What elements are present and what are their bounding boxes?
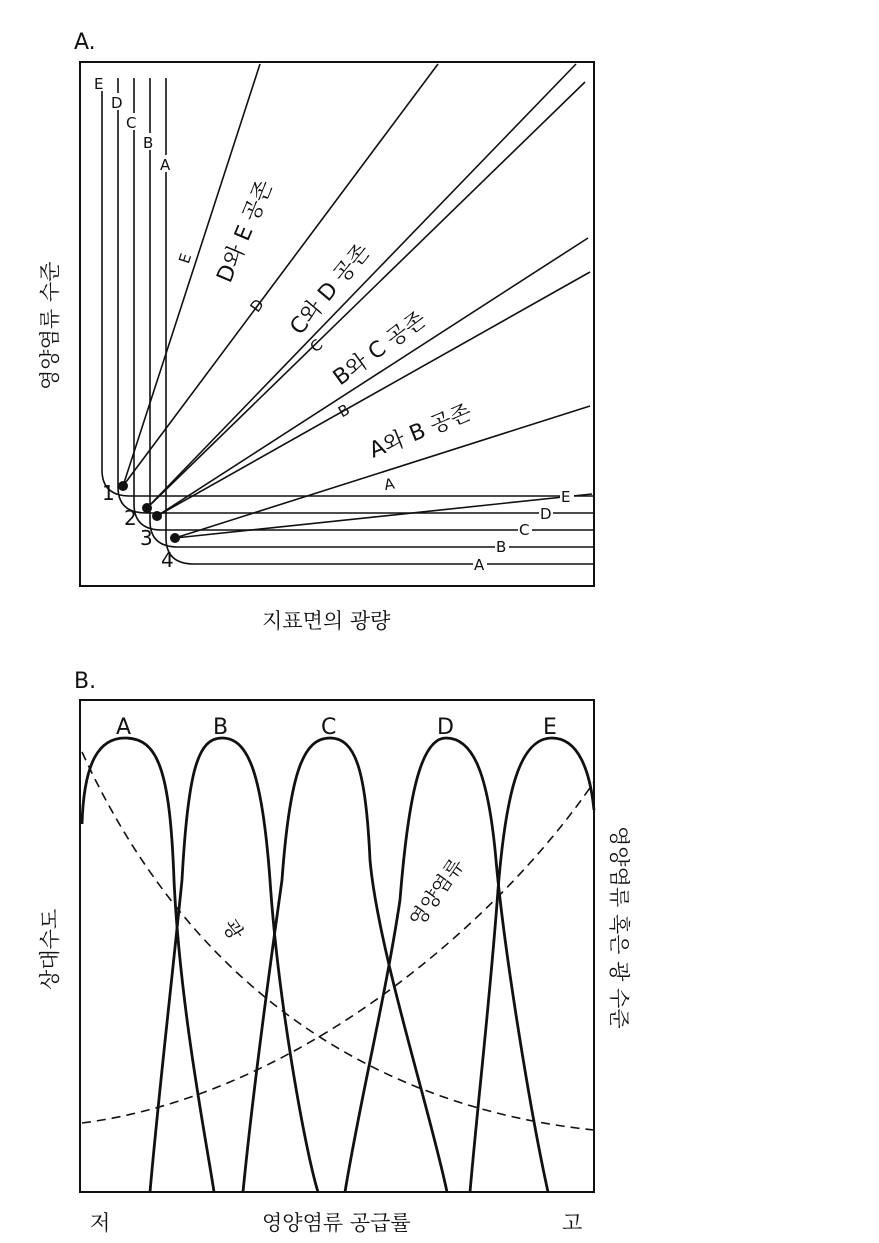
panel-a-xlabel: 지표면의 광량 bbox=[262, 609, 391, 633]
right-label-d: D bbox=[540, 505, 552, 523]
panel-b-x-high: 고 bbox=[562, 1211, 583, 1235]
right-label-b: B bbox=[496, 538, 507, 556]
top-label-a: A bbox=[160, 156, 171, 174]
equilibrium-point-1 bbox=[118, 481, 128, 491]
panel-b-species-labels bbox=[116, 715, 557, 740]
top-label-b: B bbox=[143, 134, 154, 152]
panel-b-xlabel: 영양염류 공급률 bbox=[262, 1211, 411, 1235]
panel-b-ylabel: 상대수도 bbox=[38, 908, 62, 990]
nutrient-curve bbox=[82, 782, 594, 1123]
top-label-c: C bbox=[126, 114, 137, 132]
abundance-curve-b bbox=[150, 738, 318, 1192]
peak-label-c: C bbox=[321, 715, 337, 740]
light-curve bbox=[82, 752, 594, 1130]
equilibrium-point-2 bbox=[142, 503, 152, 513]
abundance-curve-d bbox=[345, 738, 548, 1192]
vector-d-2 bbox=[147, 64, 576, 508]
peak-label-e: E bbox=[543, 715, 557, 740]
panel-b-ylabel-right: 영양염류 혹은 광 수준 bbox=[607, 826, 631, 1029]
abundance-curve-a bbox=[82, 738, 214, 1192]
peak-label-a: A bbox=[116, 715, 132, 740]
panel-a-top-labels bbox=[93, 74, 173, 174]
point-label-1: 1 bbox=[102, 481, 115, 505]
vector-label-b: B bbox=[334, 400, 353, 422]
isocline-a bbox=[166, 78, 594, 564]
equilibrium-point-3 bbox=[152, 511, 162, 521]
vector-b-4 bbox=[175, 406, 590, 538]
panel-a-title: A. bbox=[74, 30, 96, 55]
point-label-3: 3 bbox=[140, 526, 153, 550]
abundance-curve-c bbox=[243, 738, 447, 1192]
vector-d-1 bbox=[123, 64, 438, 486]
top-label-e: E bbox=[94, 75, 104, 93]
point-label-4: 4 bbox=[161, 548, 174, 572]
vector-label-a: A bbox=[382, 474, 396, 495]
peak-label-b: B bbox=[213, 715, 229, 740]
panel-b-title: B. bbox=[74, 669, 97, 694]
light-curve-label: 광 bbox=[217, 914, 249, 945]
coexist-label-ab: A와 B 공존 bbox=[365, 399, 476, 464]
top-label-d: D bbox=[111, 94, 123, 112]
coexist-label-cd: C와 D 공존 bbox=[285, 239, 376, 340]
equilibrium-point-4 bbox=[170, 533, 180, 543]
panel-b-abundance-curves bbox=[82, 738, 594, 1192]
vector-c-2 bbox=[147, 82, 585, 508]
nutrient-curve-label: 영양염류 bbox=[404, 853, 469, 931]
panel-a-ylabel: 영양염류 수준 bbox=[38, 261, 62, 390]
vector-label-e: E bbox=[175, 251, 196, 266]
vector-label-d: D bbox=[246, 295, 268, 316]
point-label-2: 2 bbox=[124, 506, 137, 530]
vector-label-c: C bbox=[306, 335, 327, 357]
vector-b-3 bbox=[157, 272, 590, 516]
peak-label-d: D bbox=[437, 715, 454, 740]
coexist-label-de: D와 E 공존 bbox=[212, 176, 278, 287]
panel-a-consumption-vectors bbox=[123, 64, 592, 538]
isocline-c bbox=[134, 78, 594, 530]
panel-b-x-low: 저 bbox=[90, 1211, 111, 1235]
coexist-label-bc: B와 C 공존 bbox=[328, 307, 432, 391]
right-label-c: C bbox=[519, 521, 530, 539]
right-label-a: A bbox=[474, 556, 485, 574]
right-label-e: E bbox=[561, 488, 571, 506]
